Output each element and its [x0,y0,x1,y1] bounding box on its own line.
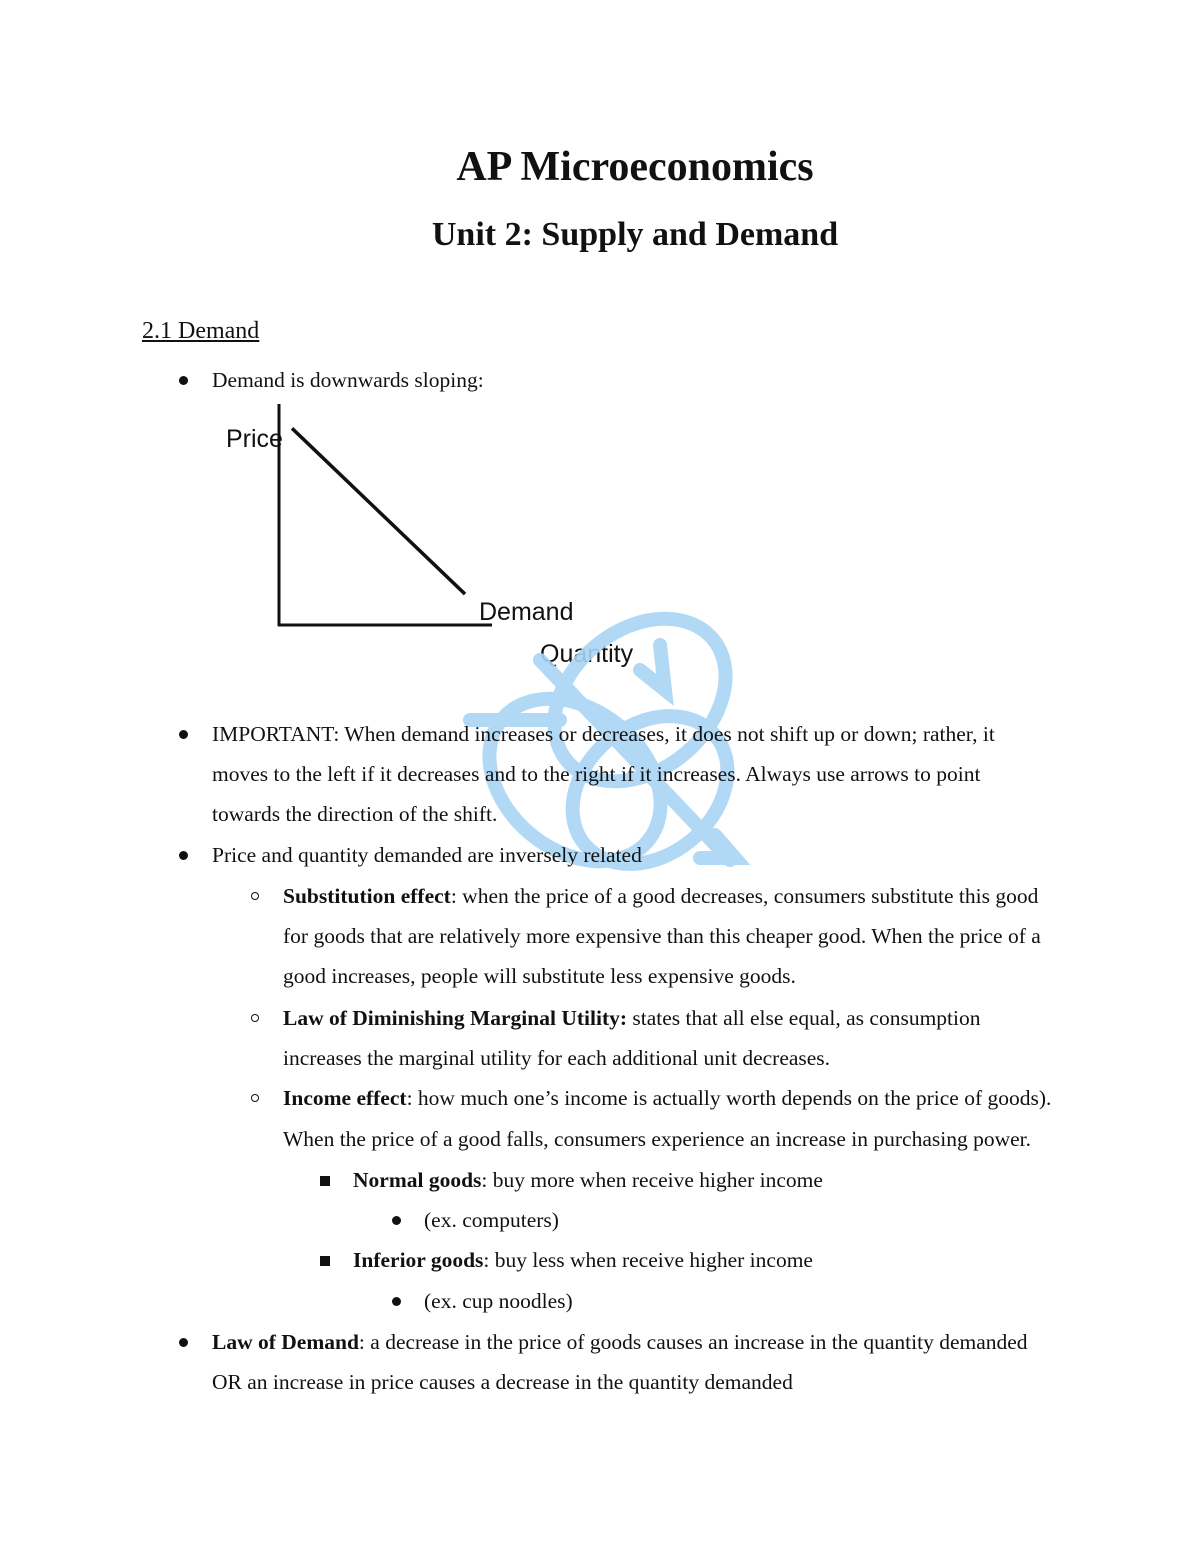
inverse-relation: Price and quantity demanded are inversely related [212,843,642,867]
bullet-dot-icon [179,851,188,860]
x-axis-label: Quantity [540,640,634,668]
normal-goods-term: Normal goods [353,1168,482,1192]
dmu-line-2: increases the marginal utility for each additional unit decreases. [283,1046,831,1070]
dmu-line-1 [283,1003,981,1033]
series-label-demand: Demand [479,598,574,626]
inferior-goods-example: (ex. cup noodles) [424,1289,573,1313]
law-of-demand-term: Law of Demand [212,1330,359,1354]
inferior-goods-line [353,1245,813,1275]
document-title: AP Microeconomics [456,144,814,190]
bullet-dot-icon [179,730,188,739]
y-axis-label: Price [226,425,283,453]
square-bullet-icon [320,1256,330,1266]
circle-bullet-icon [251,1014,259,1022]
document-subtitle: Unit 2: Supply and Demand [431,216,839,253]
section-heading: 2.1 Demand [142,318,260,344]
bullet-dot-icon [392,1216,401,1225]
inferior-goods-text: : buy less when receive higher income [483,1248,813,1272]
demand-curve [292,428,465,594]
square-bullet-icon [320,1176,330,1186]
law-of-demand-line-1 [212,1327,1028,1357]
circle-bullet-icon [251,1094,259,1102]
circle-bullet-icon [251,892,259,900]
income-line-2: When the price of a good falls, consumers experience an increase in purchasing power. [283,1127,1032,1151]
important-line-1: IMPORTANT: When demand increases or decreases, it does not shift up or down; rather, it [212,722,995,746]
law-of-demand-line-2: OR an increase in price causes a decrease in the quantity demanded [212,1370,793,1394]
normal-goods-line [353,1165,823,1195]
income-term: Income effect [283,1086,407,1110]
dmu-text: states that all else equal, as consumption [627,1006,981,1030]
law-of-demand-text: : a decrease in the price of goods causes an increase in the quantity demanded [358,1330,1028,1354]
dmu-term: Law of Diminishing Marginal Utility: [283,1006,628,1030]
substitution-term: Substitution effect [283,884,451,908]
substitution-line-3: good increases, people will substitute less expensive goods. [283,964,796,988]
bullet-dot-icon [179,1338,188,1347]
income-text: : how much one’s income is actually worth depends on the price of goods). [406,1086,1052,1110]
important-line-2: moves to the left if it decreases and to the right if it increases. Always use arrows to point [212,762,981,786]
substitution-text: : when the price of a good decreases, consumers substitute this good [450,884,1039,908]
inferior-goods-term: Inferior goods [353,1248,484,1272]
income-line-1 [283,1083,1051,1113]
important-line-3: towards the direction of the shift. [212,802,498,826]
normal-goods-example: (ex. computers) [424,1208,559,1232]
normal-goods-text: : buy more when receive higher income [481,1168,823,1192]
bullet-dot-icon [392,1297,401,1306]
bullet-dot-icon [179,376,188,385]
substitution-line-1 [283,881,1038,911]
substitution-line-2: for goods that are relatively more expensive than this cheaper good. When the price of a [283,924,1041,948]
bullet-demand-sloping: Demand is downwards sloping: [212,368,484,392]
